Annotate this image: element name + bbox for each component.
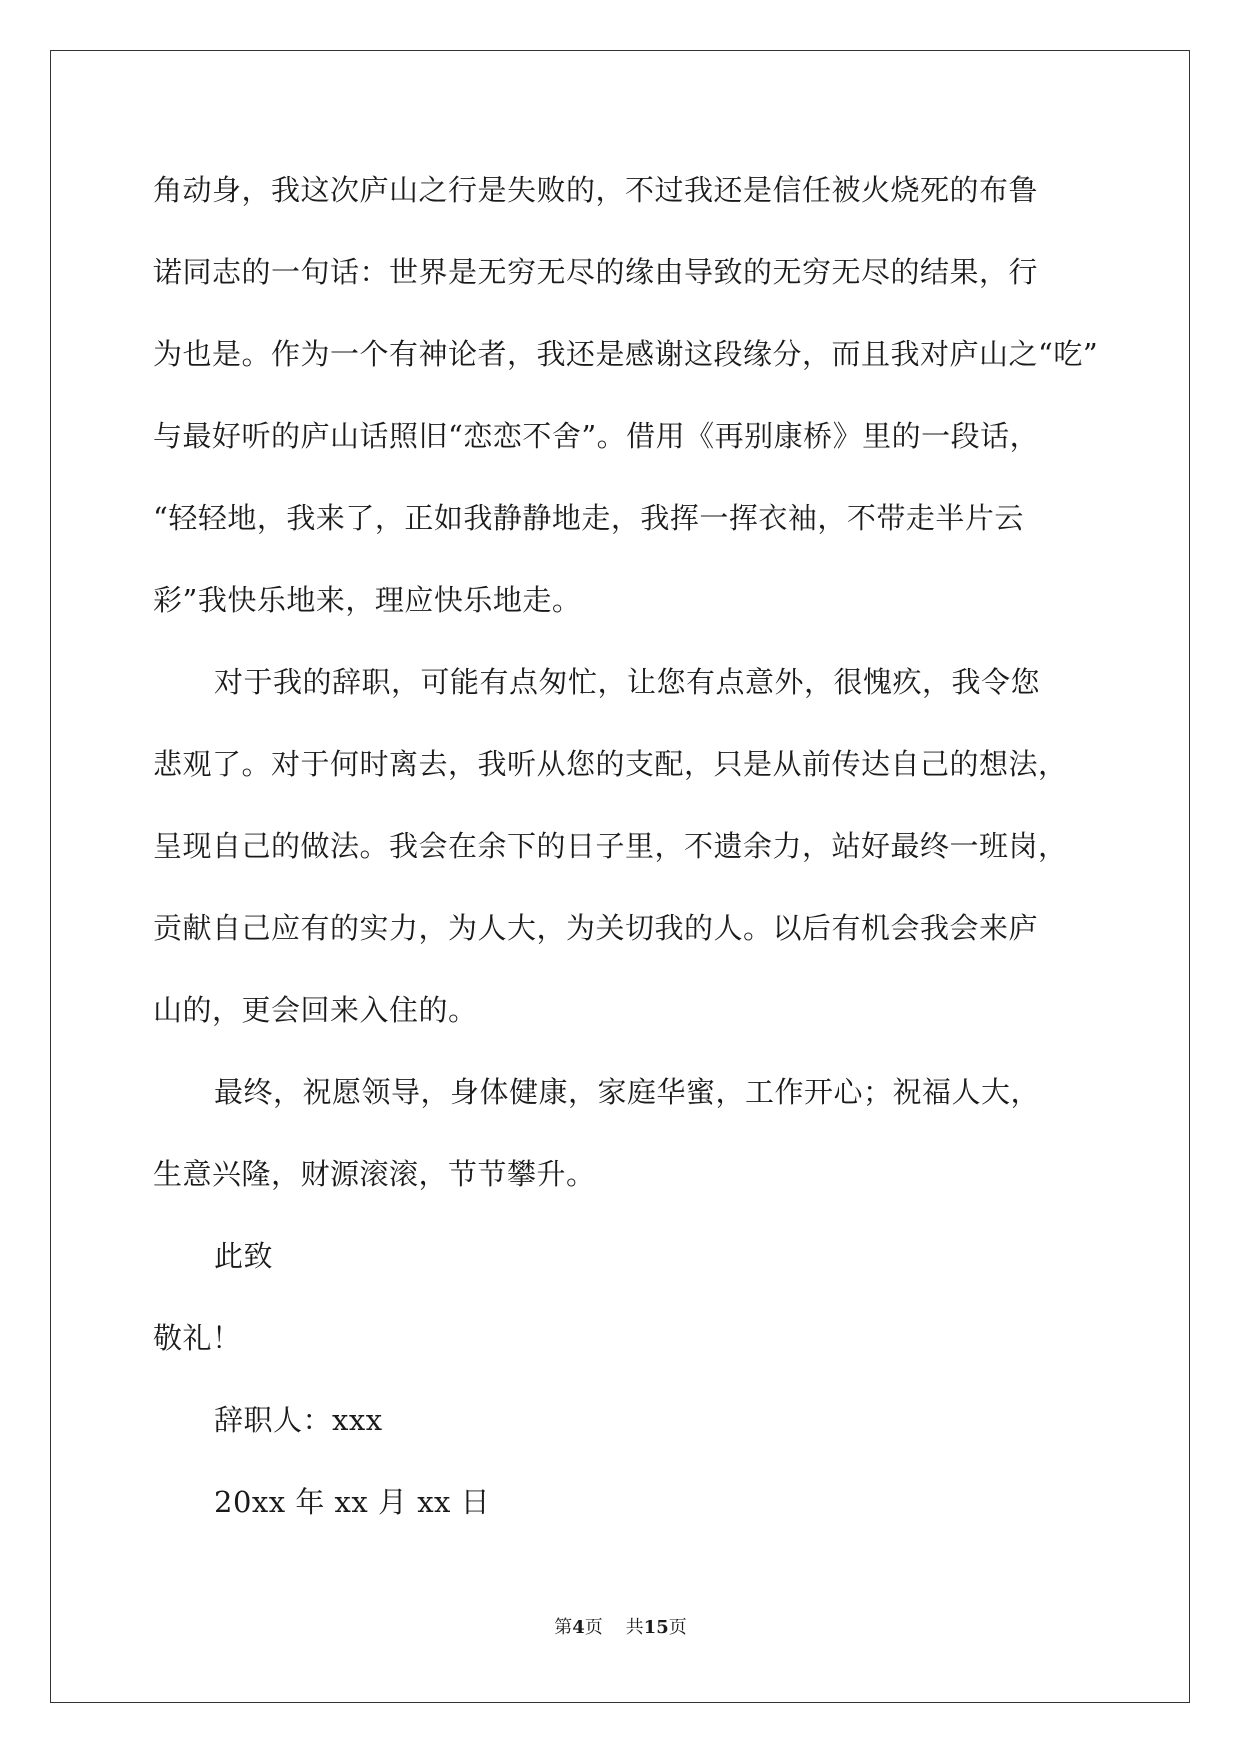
page-footer — [0, 1616, 1241, 1640]
footer-middle: 页 共 — [584, 1617, 644, 1638]
body-line-7: 对于我的辞职，可能有点匆忙，让您有点意外，很愧疚，我令您 — [214, 665, 1041, 699]
footer-suffix: 页 — [668, 1617, 687, 1638]
body-line-9: 呈现自己的做法。我会在余下的日子里，不遗余力，站好最终一班岗， — [153, 829, 1068, 863]
body-line-10: 贡献自己应有的实力，为人大，为关切我的人。以后有机会我会来庐 — [153, 911, 1039, 945]
body-line-8: 悲观了。对于何时离去，我听从您的支配，只是从前传达自己的想法， — [153, 747, 1068, 781]
date-line: 20xx 年 xx 月 xx 日 — [214, 1485, 491, 1519]
body-line-4: 与最好听的庐山话照旧“恋恋不舍”。借用《再别康桥》里的一段话， — [153, 419, 1040, 453]
total-pages-number: 15 — [643, 1617, 669, 1638]
salutation-line: 此致 — [214, 1239, 274, 1273]
body-line-1: 角动身，我这次庐山之行是失败的，不过我还是信任被火烧死的布鲁 — [153, 173, 1039, 207]
body-line-3: 为也是。作为一个有神论者，我还是感谢这段缘分，而且我对庐山之“吃” — [153, 337, 1099, 371]
body-line-13: 生意兴隆，财源滚滚，节节攀升。 — [153, 1157, 596, 1191]
signature-line: 辞职人：xxx — [214, 1403, 383, 1437]
body-line-12: 最终，祝愿领导，身体健康，家庭华蜜，工作开心；祝福人大， — [214, 1075, 1041, 1109]
current-page-number: 4 — [572, 1617, 585, 1638]
body-line-5: “轻轻地，我来了，正如我静静地走，我挥一挥衣袖，不带走半片云 — [153, 501, 1024, 535]
body-line-2: 诺同志的一句话：世界是无穷无尽的缘由导致的无穷无尽的结果，行 — [153, 255, 1039, 289]
body-line-6: 彩”我快乐地来，理应快乐地走。 — [153, 583, 582, 617]
body-line-11: 山的，更会回来入住的。 — [153, 993, 478, 1027]
footer-prefix: 第 — [554, 1617, 573, 1638]
page-border — [50, 50, 1190, 1703]
regards-line: 敬礼！ — [153, 1321, 242, 1355]
